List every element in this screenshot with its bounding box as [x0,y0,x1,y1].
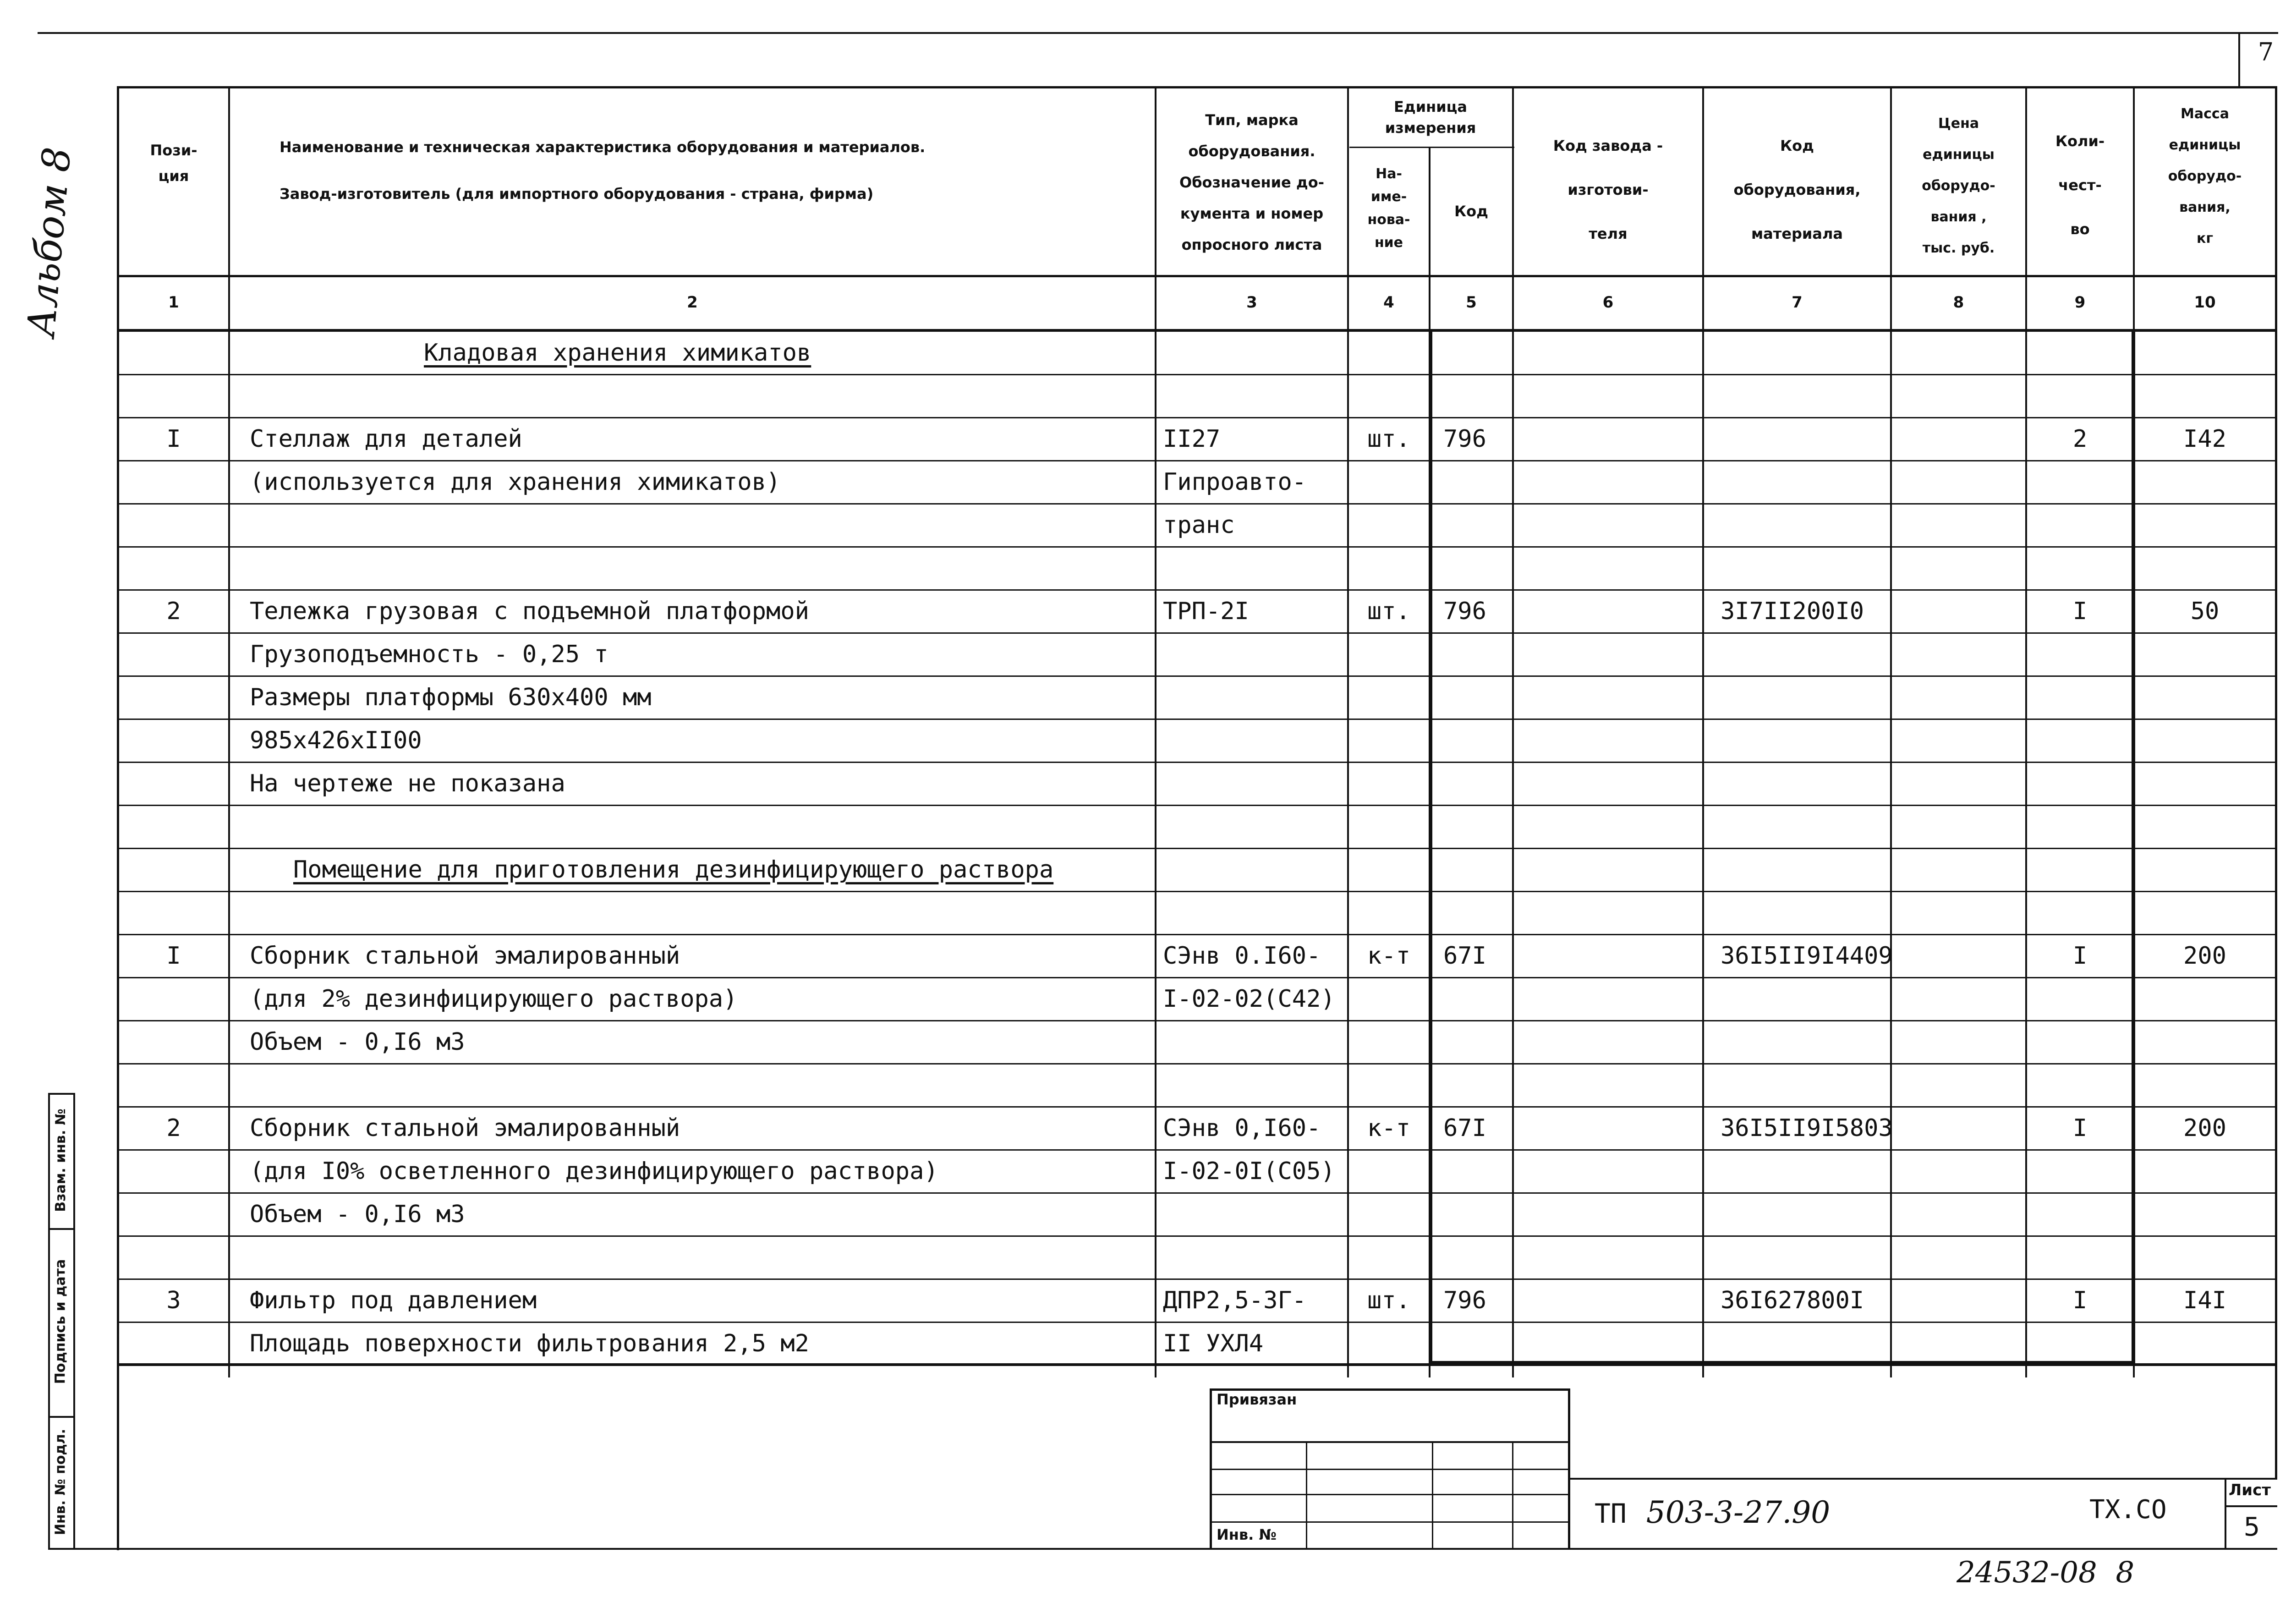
sheet-number: 5 [2243,1512,2260,1542]
col-number: 8 [1953,293,1964,312]
cell-name: На чертеже не показана [250,770,565,797]
cell-type: I-02-0I(С05) [1163,1158,1335,1185]
section-title: Помещение для приготовления дезинфицирующего раствора [293,856,1054,883]
cell-position: 2 [166,598,181,625]
cell-unit-code: 796 [1443,425,1486,453]
header-factory-code: Код завода - изготови- теля [1553,137,1663,242]
row-separator [117,805,2277,806]
row-separator [117,546,2277,548]
page-number-top: 7 [2258,38,2274,66]
document-mark: ТХ.СО [2089,1495,2167,1525]
cell-name: Площадь поверхности фильтрования 2,5 м2 [250,1330,809,1357]
col-number: 6 [1602,293,1614,312]
cell-name: Тележка грузовая с подъемной платформой [250,598,809,625]
cell-type: II УХЛ4 [1163,1330,1264,1357]
col-number: 3 [1246,293,1257,312]
cell-type: СЭнв 0.I60- [1163,942,1321,970]
page-number-box-left [2238,32,2240,87]
cell-unit: к-т [1367,1114,1410,1142]
row-separator [117,503,2277,505]
header-unit-group: Единица измерения [1385,98,1476,137]
sheet-label: Лист [2229,1481,2271,1499]
cell-equipment-code: 36I627800I [1721,1287,1864,1314]
cell-equipment-code: 36I5II9I5803 [1721,1114,1893,1142]
row-separator [117,977,2277,978]
cell-type: ДПР2,5-3Г- [1163,1287,1307,1314]
header-position: Пози- ция [150,142,197,185]
cell-mass: 200 [2183,942,2226,970]
side-label-signature-date: Подпись и дата [52,1259,69,1384]
cell-name: Грузоподъемность - 0,25 т [250,641,608,668]
col-number: 2 [687,293,698,312]
cell-mass: I42 [2183,425,2226,453]
cell-type: ТРП-2I [1163,598,1249,625]
cell-quantity: I [2072,1114,2088,1142]
row-separator [117,719,2277,720]
col-number: 1 [168,293,179,312]
row-separator [117,374,2277,375]
cell-name: (используется для хранения химикатов) [250,468,781,496]
row-separator [117,1192,2277,1194]
cell-equipment-code: 36I5II9I4409 [1721,942,1893,970]
cell-name: (для 2% дезинфицирующего раствора) [250,985,738,1013]
cell-quantity: 2 [2072,425,2088,453]
side-label-original-inv: Инв. № подл. [52,1428,69,1536]
cell-type: СЭнв 0,I60- [1163,1114,1321,1142]
cell-unit-code: 67I [1443,942,1486,970]
cell-position: 3 [166,1287,181,1314]
archive-number-handwritten: 24532-08 8 [1957,1556,2135,1590]
cell-name: 985х426хII00 [250,727,422,754]
album-handwritten-note: Альбом 8 [18,145,80,339]
side-label-replacement-inv: Взам. инв. № [53,1108,69,1212]
cell-type: транс [1163,511,1235,539]
row-separator [117,1149,2277,1151]
cell-quantity: I [2072,1287,2088,1314]
col-number: 5 [1466,293,1477,312]
cell-quantity: I [2072,942,2088,970]
row-separator [117,632,2277,634]
col-number: 7 [1792,293,1803,312]
cell-type: I-02-02(С42) [1163,985,1335,1013]
row-separator [117,589,2277,591]
cell-unit: шт. [1367,425,1410,453]
header-mass: Масса единицы оборудо- вания, кг [2168,106,2242,247]
header-name: Наименование и техническая характеристика оборудования и материалов. Завод-изготовитель (для импортного оборудования - страна, фирма) [280,138,926,203]
cell-name: Фильтр под давлением [250,1287,537,1314]
cell-name: Объем - 0,I6 м3 [250,1201,465,1228]
row-separator [117,1063,2277,1064]
cell-type: II27 [1163,425,1221,453]
row-separator [117,891,2277,892]
row-separator [117,1106,2277,1108]
cell-name: Сборник стальной эмалированный [250,1114,680,1142]
cell-name: Стеллаж для деталей [250,425,522,453]
section-title: Кладовая хранения химикатов [424,339,811,367]
header-quantity: Коли- чест- во [2055,132,2105,238]
document-code: ТП 503-3-27.90 [1595,1495,1831,1530]
cell-quantity: I [2072,598,2088,625]
header-equipment-code: Код оборудования, материала [1733,137,1861,242]
row-separator [117,417,2277,418]
header-unit-name: На- име- нова- ние [1367,166,1410,251]
stamp-inv-no: Инв. № [1217,1526,1277,1543]
row-separator [117,848,2277,849]
cell-unit: к-т [1367,942,1410,970]
cell-name: (для I0% осветленного дезинфицирующего раствора) [250,1158,938,1185]
col-number: 4 [1383,293,1394,312]
stamp-privyazan: Привязан [1217,1391,1297,1408]
cell-mass: 50 [2190,598,2220,625]
cell-name: Сборник стальной эмалированный [250,942,680,970]
header-type: Тип, марка оборудования. Обозначение до- кумента и номер опросного листа [1179,111,1324,253]
cell-unit-code: 796 [1443,1287,1486,1314]
cell-unit-code: 796 [1443,598,1486,625]
cell-mass: I4I [2183,1287,2226,1314]
cell-name: Размеры платформы 630х400 мм [250,684,652,711]
cell-position: I [166,942,181,970]
header-unit-code: Код [1454,203,1488,220]
cell-unit: шт. [1367,598,1410,625]
row-separator [117,934,2277,935]
row-separator [117,762,2277,763]
cell-position: 2 [166,1114,181,1142]
row-separator [117,1235,2277,1237]
row-separator [117,675,2277,677]
cell-position: I [166,425,181,453]
cell-unit: шт. [1367,1287,1410,1314]
row-separator [117,1322,2277,1323]
cell-unit-code: 67I [1443,1114,1486,1142]
cell-name: Объем - 0,I6 м3 [250,1028,465,1056]
cell-type: Гипроавто- [1163,468,1307,496]
row-separator [117,460,2277,461]
col-number: 9 [2074,293,2086,312]
cell-equipment-code: 3I7II200I0 [1721,598,1864,625]
row-separator [117,1278,2277,1280]
header-price: Цена единицы оборудо- вания , тыс. руб. [1922,115,1995,256]
col-number: 10 [2194,293,2216,312]
cell-mass: 200 [2183,1114,2226,1142]
row-separator [117,1020,2277,1021]
top-border-line [38,32,2278,34]
